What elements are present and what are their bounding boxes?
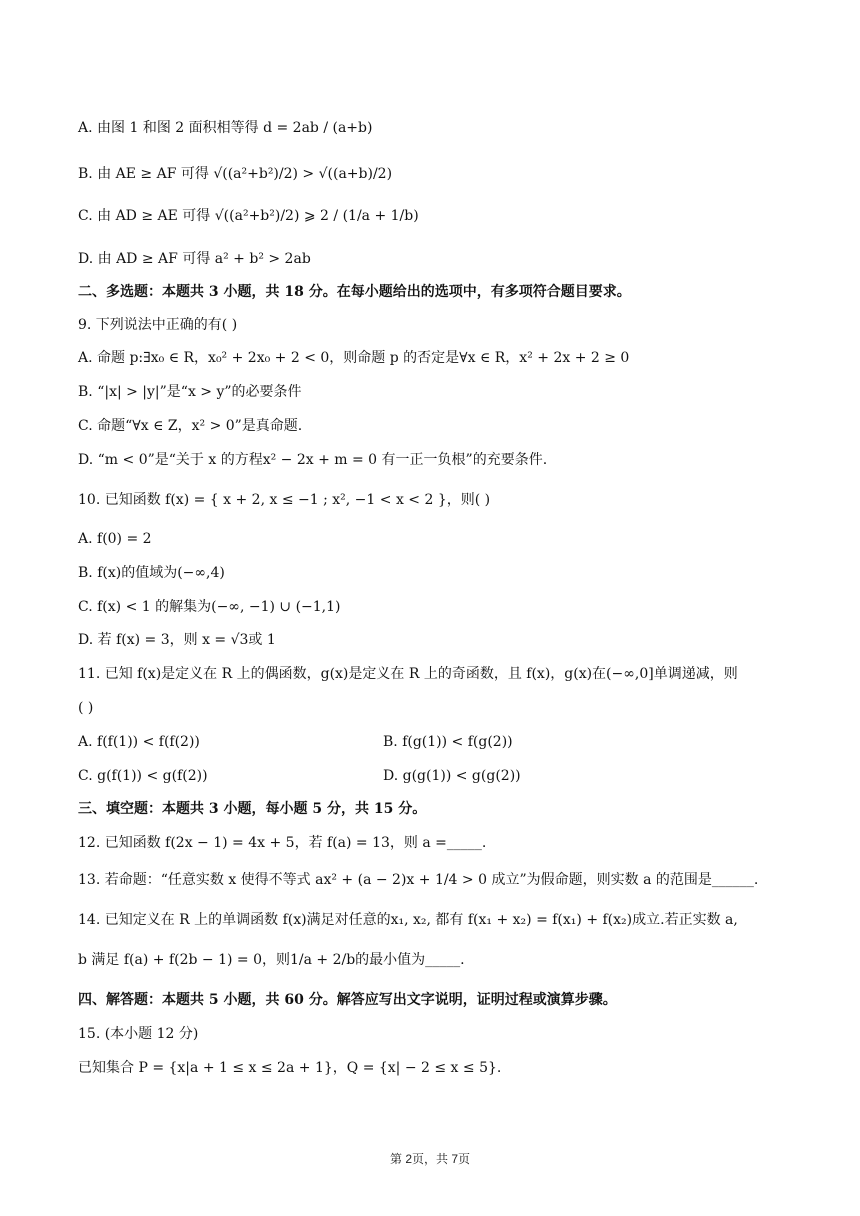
question-12: 12. 已知函数 f(2x − 1) = 4x + 5，若 f(a) = 13，则 a =_____. xyxy=(78,835,487,851)
section-heading-fill-in: 三、填空题：本题共 3 小题，每小题 5 分，共 15 分。 xyxy=(78,801,427,817)
question-9: 9. 下列说法中正确的有( ) xyxy=(78,317,238,333)
question-11-paren: ( ) xyxy=(78,700,94,716)
option-8c: C. 由 AD ≥ AE 可得 √((a²+b²)/2) ⩾ 2 / (1/a + 1/b) xyxy=(78,208,419,224)
option-9b: B. “|x| > |y|”是“x > y”的必要条件 xyxy=(78,384,302,400)
question-15: 15. (本小题 12 分) xyxy=(78,1026,199,1042)
option-9a: A. 命题 p:∃x₀ ∈ R，x₀² + 2x₀ + 2 < 0，则命题 p 的否定是∀x ∈ R，x² + 2x + 2 ≥ 0 xyxy=(78,350,630,366)
question-10: 10. 已知函数 f(x) = { x + 2, x ≤ −1 ; x², −1 < x < 2 }，则( ) xyxy=(78,492,491,508)
option-10c: C. f(x) < 1 的解集为(−∞, −1) ∪ (−1,1) xyxy=(78,599,341,615)
question-14-cont: b 满足 f(a) + f(2b − 1) = 0，则1/a + 2/b的最小值为_____. xyxy=(78,952,465,968)
option-10a: A. f(0) = 2 xyxy=(78,531,152,547)
option-8b: B. 由 AE ≥ AF 可得 √((a²+b²)/2) > √((a+b)/2) xyxy=(78,166,393,182)
option-10b: B. f(x)的值域为(−∞,4) xyxy=(78,565,225,581)
question-13: 13. 若命题：“任意实数 x 使得不等式 ax² + (a − 2)x + 1/4 > 0 成立”为假命题，则实数 a 的范围是______. xyxy=(78,872,759,888)
section-heading-multi-choice: 二、多选题：本题共 3 小题，共 18 分。在每小题给出的选项中，有多项符合题目要求。 xyxy=(78,284,631,300)
option-9c: C. 命题“∀x ∈ Z，x² > 0”是真命题. xyxy=(78,418,303,434)
option-9d: D. “m < 0”是“关于 x 的方程x² − 2x + m = 0 有一正一负根”的充要条件. xyxy=(78,452,548,468)
option-11a: A. f(f(1)) < f(f(2)) xyxy=(78,734,200,750)
option-10d: D. 若 f(x) = 3，则 x = √3或 1 xyxy=(78,632,276,648)
question-11: 11. 已知 f(x)是定义在 R 上的偶函数，g(x)是定义在 R 上的奇函数，且 f(x)，g(x)在(−∞,0]单调递减，则 xyxy=(78,666,738,682)
question-15-body: 已知集合 P = {x|a + 1 ≤ x ≤ 2a + 1}，Q = {x| − 2 ≤ x ≤ 5}. xyxy=(78,1060,502,1076)
question-14: 14. 已知定义在 R 上的单调函数 f(x)满足对任意的x₁, x₂, 都有 f(x₁ + x₂) = f(x₁) + f(x₂)成立.若正实数 a, xyxy=(78,912,738,928)
option-8a: A. 由图 1 和图 2 面积相等得 d = 2ab / (a+b) xyxy=(78,120,373,136)
option-8d: D. 由 AD ≥ AF 可得 a² + b² > 2ab xyxy=(78,251,311,267)
section-heading-solutions: 四、解答题：本题共 5 小题，共 60 分。解答应写出文字说明，证明过程或演算步骤。 xyxy=(78,992,617,1008)
page-footer: 第 2页，共 7页 xyxy=(389,1152,471,1166)
option-11c: C. g(f(1)) < g(f(2)) xyxy=(78,768,208,784)
option-11b: B. f(g(1)) < f(g(2)) xyxy=(383,734,513,750)
option-11d: D. g(g(1)) < g(g(2)) xyxy=(383,768,521,784)
